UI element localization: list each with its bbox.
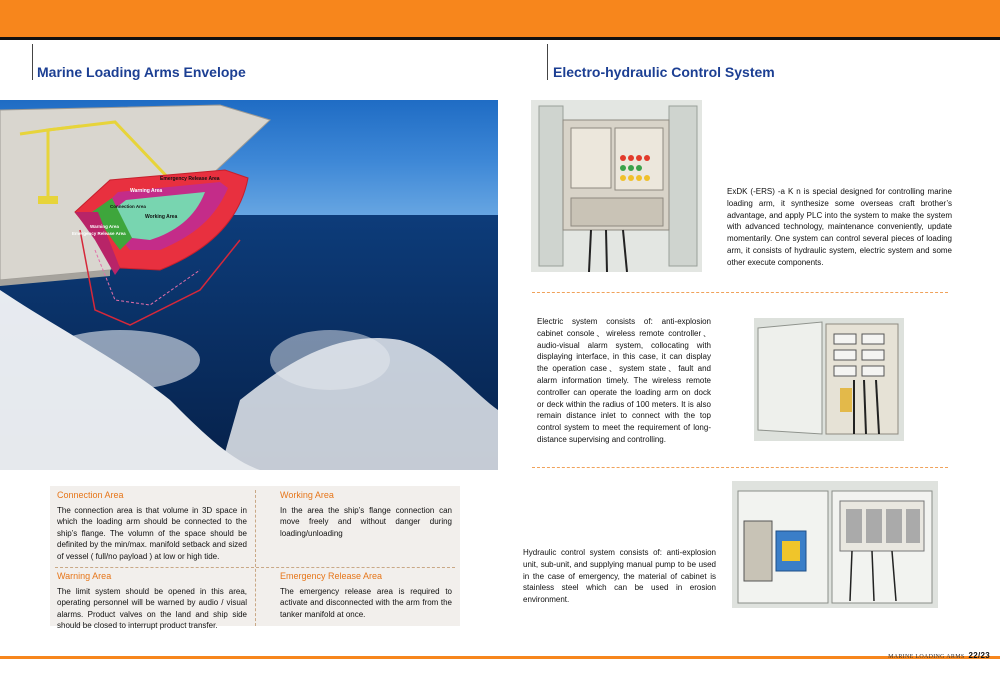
- warning-area-block: [57, 571, 247, 632]
- footer-brand: MARINE LOADING ARMS: [888, 654, 965, 660]
- arm-base: [38, 196, 58, 204]
- warning-area-text: The limit system should be opened in this area, operating personnel will be warned by audio / visual alarms. Product valves on the land and ship side should be closed to interrupt product transfer.: [57, 586, 247, 630]
- loading-arm-envelope-illustration: [0, 100, 498, 470]
- emergency-area-heading: Emergency Release Area: [280, 571, 383, 581]
- label-warning-side: Warning Area: [90, 224, 119, 229]
- connection-area-text: The connection area is that volume in 3D space in which the loading arm should be connected to the ship’s flange. The volumn of the space should be definited by the min/max. manifold setback and sized of vessel ( full/no payload ) at low or high tide.: [57, 505, 247, 561]
- label-emergency-side: Emergency Release Area: [72, 231, 126, 236]
- connection-area-heading: Connection Area: [57, 490, 124, 500]
- working-area-text: In the area the ship’s flange connection can move freely and without danger during loading/unloading: [280, 505, 452, 538]
- info-divider-vertical: [255, 490, 256, 626]
- hydraulic-cabinet-photo: [732, 481, 938, 608]
- label-working: Working Area: [145, 214, 178, 220]
- sea-diagram: [0, 100, 498, 470]
- hydraulic-cabinet-image: [732, 481, 938, 608]
- connection-area-block: [57, 490, 247, 562]
- control-cabinet-image: [531, 100, 702, 272]
- title-rule-left: [32, 44, 33, 80]
- electric-system-paragraph: Electric system consists of: anti-explosion cabinet console、wireless remote controller、audio-visual alarm system, collocating with displaying interface, in this case, it can display the operation case、system state、fault and alarm information timely. The wireless remote controller can operate the loading arm on dock or deck within the radius of 100 meters. It is also remain distance inlet to connect with the top control system to meet the requirement of long-distance supervising and controlling.: [537, 317, 711, 444]
- page-numbers: 22/23: [968, 651, 990, 660]
- hydraulic-system-paragraph: Hydraulic control system consists of: anti-explosion unit, sub-unit, and supplying manual pump to be used in the case of emergency, the material of cabinet is stainless steel which can be used in erosion environment.: [523, 548, 716, 605]
- label-emergency: Emergency Release Area: [160, 176, 220, 182]
- overview-paragraph: ExDK (-ERS) -a K n is special designed for controlling marine loading arm, it synthesize some overseas craft brother’s advantage, and apply PLC into the system to make the system with advanced technology, maintenance conveniently, update momentarily. One system can control several pieces of loading arm, it consists of hydraulic system, electric system and some other execute components.: [727, 187, 952, 267]
- emergency-area-block: [280, 571, 452, 620]
- top-banner: [0, 0, 1000, 40]
- separator-1: [532, 292, 948, 293]
- separator-2: [532, 467, 948, 468]
- info-divider-horizontal: [55, 567, 455, 568]
- label-warning: Warning Area: [130, 188, 163, 194]
- emergency-area-text: The emergency release area is required to activate and disconnected with the arm from the tanker manifold at once.: [280, 586, 452, 619]
- control-cabinet-photo: [531, 100, 702, 272]
- electric-cabinet-image: [754, 318, 904, 441]
- title-rule-right: [547, 44, 548, 80]
- label-connection: Connection Area: [110, 204, 146, 209]
- electric-cabinet-photo: [754, 318, 904, 441]
- right-page-title: Electro-hydraulic Control System: [553, 64, 775, 80]
- left-page-title: Marine Loading Arms Envelope: [37, 64, 246, 80]
- footer: [888, 651, 990, 660]
- bottom-rule: [0, 656, 1000, 659]
- working-area-heading: Working Area: [280, 490, 334, 500]
- warning-area-heading: Warning Area: [57, 571, 112, 581]
- working-area-block: [280, 490, 452, 539]
